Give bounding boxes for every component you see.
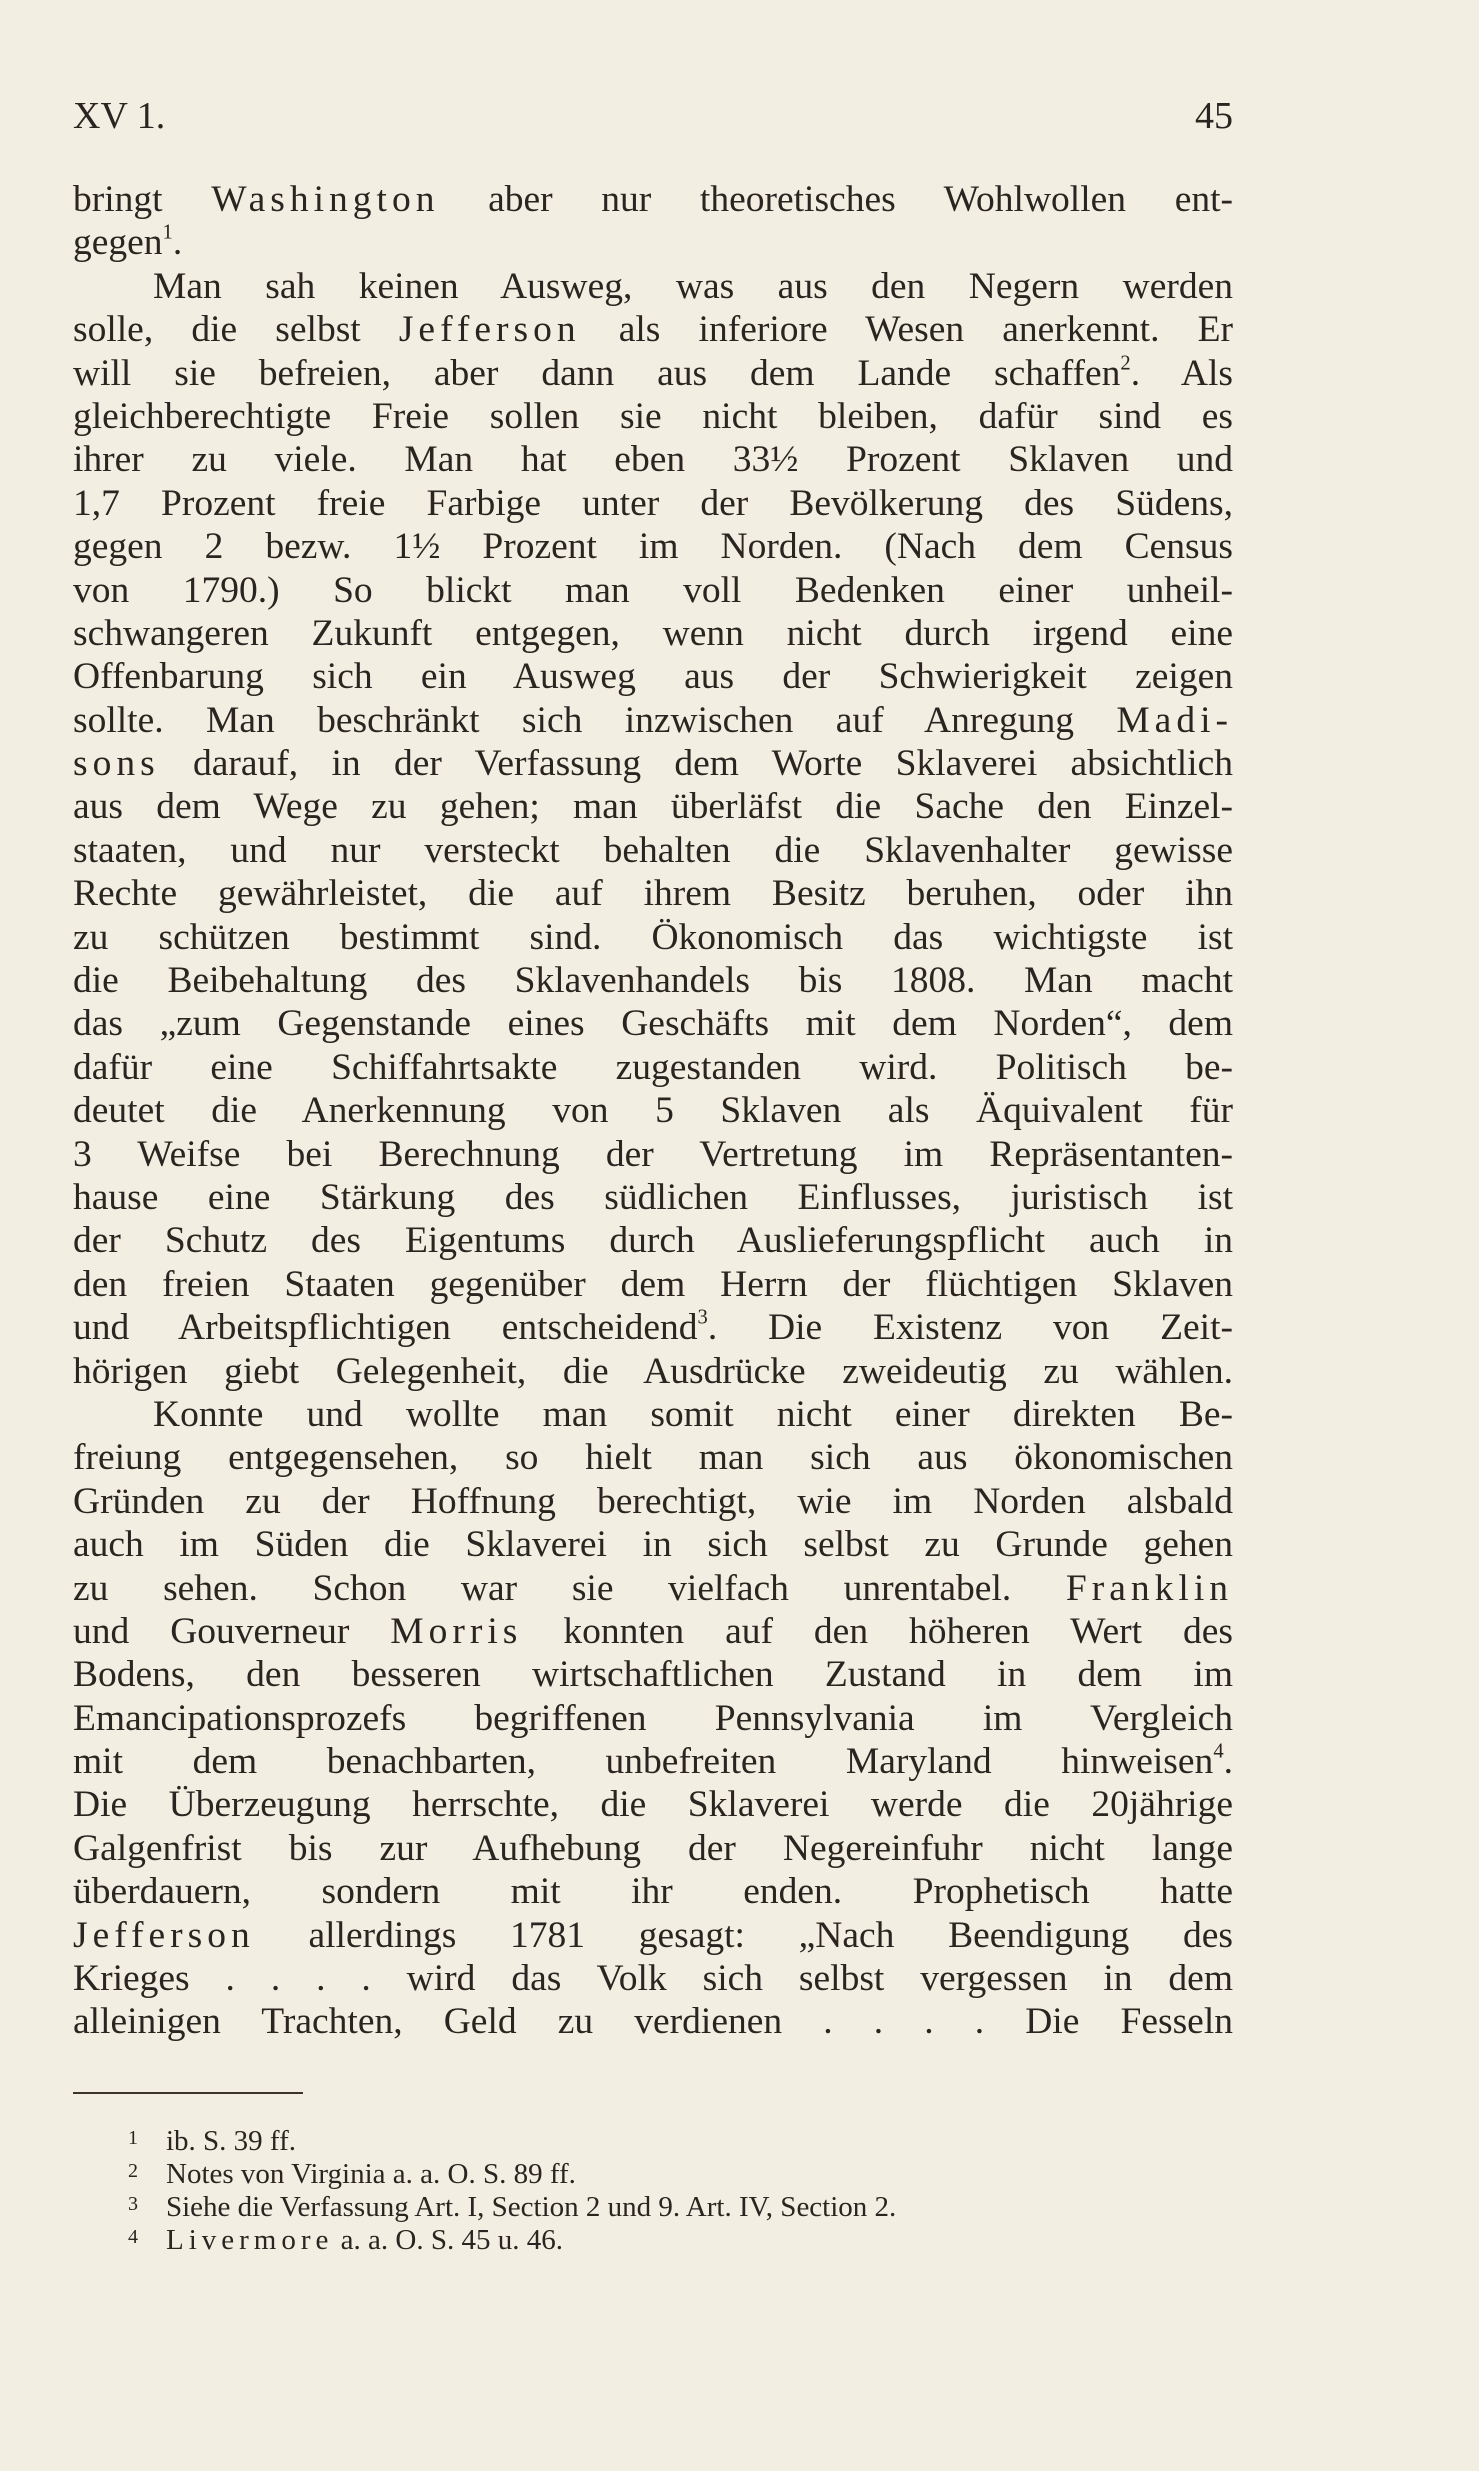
- footnote-number: 1: [128, 2127, 138, 2149]
- text-run: und Gouverneur: [73, 1610, 391, 1652]
- spaced-name: Livermore: [166, 2224, 334, 2256]
- text-run: konnten auf den höheren Wert des: [522, 1610, 1233, 1652]
- text-line: [73, 1914, 1233, 1957]
- text-line: [73, 221, 1233, 264]
- text-line: [73, 1480, 1233, 1523]
- spaced-name: sons: [73, 743, 160, 785]
- footnote-number: 4: [128, 2226, 138, 2248]
- text-run: hause eine Stärkung des südlichen Einflusses, juristisch ist: [73, 1176, 1233, 1218]
- text-line: [73, 655, 1233, 698]
- footnote-marker: 3: [697, 1306, 708, 1329]
- footnote: [128, 2221, 1233, 2254]
- text-line: [73, 1870, 1233, 1913]
- text-line: [73, 1046, 1233, 1089]
- text-run: gegen: [73, 222, 163, 264]
- footnote: [128, 2155, 1233, 2188]
- text-line: [73, 1697, 1233, 1740]
- text-run: will sie befreien, aber dann aus dem Lande schaffen: [73, 352, 1121, 394]
- text-run: den freien Staaten gegenüber dem Herrn der flüchtigen Sklaven: [73, 1263, 1233, 1305]
- text-run: 1,7 Prozent freie Farbige unter der Bevölkerung des Südens,: [73, 482, 1233, 524]
- footnote: [128, 2122, 1233, 2155]
- text-run: Notes von Virginia a. a. O. S. 89 ff.: [166, 2158, 576, 2190]
- text-line: [73, 2000, 1233, 2043]
- text-run: auch im Süden die Sklaverei in sich selbst zu Grunde gehen: [73, 1524, 1233, 1566]
- text-run: der Schutz des Eigentums durch Auslieferungspflicht auch in: [73, 1220, 1233, 1262]
- text-run: a. a. O. S. 45 u. 46.: [333, 2224, 563, 2256]
- text-run: 3 Weifse bei Berechnung der Vertretung im Repräsentanten-: [73, 1133, 1233, 1175]
- spaced-name: Morris: [390, 1610, 523, 1652]
- text-line: [73, 1350, 1233, 1393]
- text-run: Die Überzeugung herrschte, die Sklaverei werde die 20jährige: [73, 1784, 1233, 1826]
- chapter-reference: XV 1.: [73, 95, 166, 137]
- text-run: zu sehen. Schon war sie vielfach unrentabel.: [73, 1567, 1066, 1609]
- text-run: Siehe die Verfassung Art. I, Section 2 und 9. Art. IV, Section 2.: [166, 2191, 897, 2223]
- text-line: [73, 308, 1233, 351]
- body-text: [73, 178, 1233, 2044]
- text-run: die Beibehaltung des Sklavenhandels bis 1808. Man macht: [73, 960, 1233, 1002]
- text-run: aber nur theoretisches Wohlwollen ent-: [439, 179, 1233, 220]
- text-line: [73, 482, 1233, 525]
- text-run: staaten, und nur versteckt behalten die Sklavenhalter gewisse: [73, 829, 1233, 871]
- text-run: Gründen zu der Hoffnung berechtigt, wie im Norden alsbald: [73, 1480, 1233, 1522]
- spaced-name: Jefferson: [398, 309, 581, 351]
- text-line: [73, 1002, 1233, 1045]
- text-line: [73, 872, 1233, 915]
- text-line: [73, 1653, 1233, 1696]
- text-line: [73, 785, 1233, 828]
- text-run: ihrer zu viele. Man hat eben 33½ Prozent Sklaven und: [73, 439, 1233, 481]
- text-run: Emancipationsprozefs begriffenen Pennsylvania im Vergleich: [73, 1697, 1233, 1739]
- text-line: [73, 1133, 1233, 1176]
- text-run: das „zum Gegenstande eines Geschäfts mit dem Norden“, dem: [73, 1003, 1233, 1045]
- text-run: Konnte und wollte man somit nicht einer direkten Be-: [153, 1393, 1233, 1435]
- footnote-marker: 1: [162, 221, 173, 244]
- text-line: [73, 612, 1233, 655]
- footnote-number: 3: [128, 2193, 138, 2215]
- text-run: Bodens, den besseren wirtschaftlichen Zustand in dem im: [73, 1654, 1233, 1696]
- text-run: hörigen giebt Gelegenheit, die Ausdrücke zweideutig zu wählen.: [73, 1350, 1233, 1392]
- text-run: Krieges . . . . wird das Volk sich selbst vergessen in dem: [73, 1958, 1233, 2000]
- text-line: [73, 1740, 1233, 1783]
- text-line: [73, 1523, 1233, 1566]
- text-run: gegen 2 bezw. 1½ Prozent im Norden. (Nach dem Census: [73, 526, 1233, 568]
- text-run: .: [1223, 1741, 1233, 1783]
- text-run: sollte. Man beschränkt sich inzwischen auf Anregung: [73, 699, 1117, 741]
- text-run: . Die Existenz von Zeit-: [707, 1307, 1233, 1349]
- text-line: [73, 742, 1233, 785]
- text-line: [73, 1263, 1233, 1306]
- text-run: solle, die selbst: [73, 309, 399, 351]
- text-run: Rechte gewährleistet, die auf ihrem Besitz beruhen, oder ihn: [73, 873, 1233, 915]
- text-line: [73, 438, 1233, 481]
- footnotes: [128, 2122, 1233, 2254]
- text-run: freiung entgegensehen, so hielt man sich aus ökonomischen: [73, 1437, 1233, 1479]
- text-line: [73, 569, 1233, 612]
- text-line: [73, 395, 1233, 438]
- text-line: [73, 1610, 1233, 1653]
- text-run: und Arbeitspflichtigen entscheidend: [73, 1307, 698, 1349]
- text-run: darauf, in der Verfassung dem Worte Sklaverei absichtlich: [159, 743, 1233, 785]
- text-line: [73, 1957, 1233, 2000]
- text-run: dafür eine Schiffahrtsakte zugestanden wird. Politisch be-: [73, 1046, 1233, 1088]
- text-line: [73, 1827, 1233, 1870]
- text-line: [73, 178, 1233, 221]
- text-run: Galgenfrist bis zur Aufhebung der Negereinfuhr nicht lange: [73, 1827, 1233, 1869]
- text-line: [73, 1393, 1233, 1436]
- text-line: [73, 525, 1233, 568]
- spaced-name: Washington: [211, 179, 440, 220]
- text-run: ib. S. 39 ff.: [166, 2125, 296, 2157]
- text-line: [73, 1567, 1233, 1610]
- page-number: 45: [1195, 95, 1233, 137]
- text-line: [73, 352, 1233, 395]
- text-run: . Als: [1130, 352, 1234, 394]
- text-run: .: [172, 222, 183, 264]
- footnote-marker: 4: [1213, 1740, 1224, 1763]
- text-run: überdauern, sondern mit ihr enden. Prophetisch hatte: [73, 1871, 1233, 1913]
- text-line: [73, 699, 1233, 742]
- text-run: allerdings 1781 gesagt: „Nach Beendigung des: [254, 1914, 1233, 1956]
- text-line: [73, 829, 1233, 872]
- text-run: von 1790.) So blickt man voll Bedenken einer unheil-: [73, 569, 1233, 611]
- text-line: [73, 1176, 1233, 1219]
- text-run: aus dem Wege zu gehen; man überläfst die Sache den Einzel-: [73, 786, 1233, 828]
- footnote: [128, 2188, 1233, 2221]
- text-run: Offenbarung sich ein Ausweg aus der Schwierigkeit zeigen: [73, 656, 1233, 698]
- text-line: [73, 265, 1233, 308]
- text-line: [73, 959, 1233, 1002]
- text-line: [73, 1219, 1233, 1262]
- text-run: bringt: [73, 179, 212, 220]
- text-run: schwangeren Zukunft entgegen, wenn nicht durch irgend eine: [73, 612, 1233, 654]
- text-run: Man sah keinen Ausweg, was aus den Negern werden: [153, 265, 1233, 307]
- text-line: [73, 916, 1233, 959]
- text-run: zu schützen bestimmt sind. Ökonomisch das wichtigste ist: [73, 916, 1233, 958]
- spaced-name: Franklin: [1065, 1567, 1233, 1609]
- text-line: [73, 1089, 1233, 1132]
- text-run: als inferiore Wesen anerkennt. Er: [580, 309, 1233, 351]
- text-run: alleinigen Trachten, Geld zu verdienen . . . . Die Fesseln: [73, 2001, 1233, 2043]
- spaced-name: Jefferson: [73, 1914, 255, 1956]
- spaced-name: Madi-: [1116, 699, 1233, 741]
- footnote-number: 2: [128, 2160, 138, 2182]
- text-line: [73, 1436, 1233, 1479]
- text-run: deutet die Anerkennung von 5 Sklaven als Äquivalent für: [73, 1090, 1233, 1132]
- text-run: gleichberechtigte Freie sollen sie nicht bleiben, dafür sind es: [73, 395, 1233, 437]
- text-line: [73, 1783, 1233, 1826]
- footnote-marker: 2: [1120, 352, 1131, 375]
- text-line: [73, 1306, 1233, 1349]
- text-run: mit dem benachbarten, unbefreiten Maryland hinweisen: [73, 1741, 1214, 1783]
- footnote-separator: [73, 2092, 303, 2094]
